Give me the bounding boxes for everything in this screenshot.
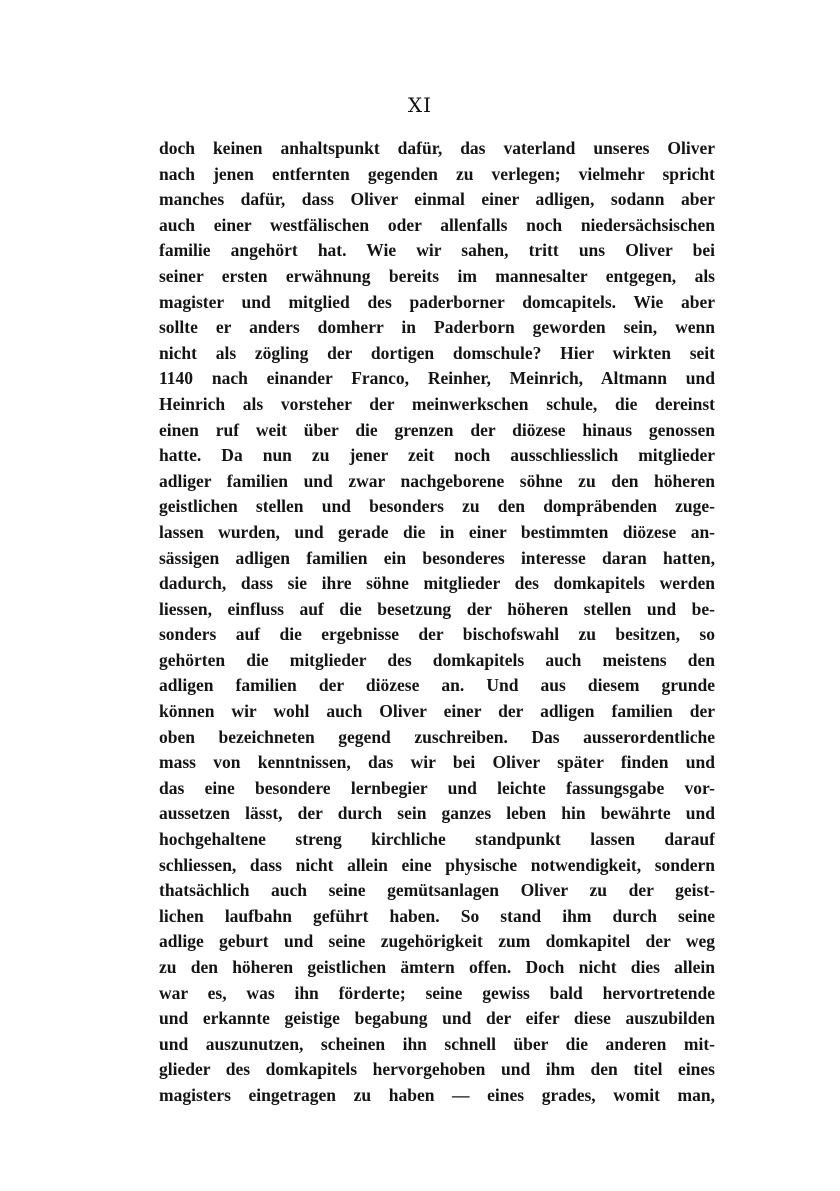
text-line: nach jenen entfernten gegenden zu verlegen; vielmehr spricht — [159, 163, 715, 184]
text-line: einen ruf weit über die grenzen der diözese hinaus genossen — [159, 419, 715, 440]
text-line: geistlichen stellen und besonders zu den dompräbenden zuge- — [159, 496, 715, 517]
text-line: sollte er anders domherr in Paderborn geworden sein, wenn — [159, 317, 715, 338]
text-line: das eine besondere lernbegier und leichte fassungsgabe vor- — [159, 777, 715, 798]
text-line: manches dafür, dass Oliver einmal einer adligen, sodann aber — [159, 189, 715, 210]
text-line: können wir wohl auch Oliver einer der adligen familien der — [159, 701, 715, 722]
text-line: dadurch, dass sie ihre söhne mitglieder des domkapitels werden — [159, 573, 715, 594]
text-line: aussetzen lässt, der durch sein ganzes leben hin bewährte und — [159, 803, 715, 824]
text-line: lichen laufbahn geführt haben. So stand ihm durch seine — [159, 905, 715, 926]
text-line: sässigen adligen familien ein besonderes interesse daran hatten, — [159, 547, 715, 568]
text-line: seiner ersten erwähnung bereits im mannesalter entgegen, als — [159, 265, 715, 286]
text-line: adliger familien und zwar nachgeborene söhne zu den höheren — [159, 470, 715, 491]
text-line: oben bezeichneten gegend zuschreiben. Das ausserordentliche — [159, 726, 715, 747]
page-number: XI — [407, 93, 433, 117]
text-line: glieder des domkapitels hervorgehoben und ihm den titel eines — [159, 1059, 715, 1080]
text-line: sonders auf die ergebnisse der bischofswahl zu besitzen, so — [159, 624, 715, 645]
text-line: mass von kenntnissen, das wir bei Oliver später finden und — [159, 752, 715, 773]
text-line: liessen, einfluss auf die besetzung der höheren stellen und be- — [159, 598, 715, 619]
text-line: und erkannte geistige begabung und der eifer diese auszubilden — [159, 1008, 715, 1029]
text-line: adlige geburt und seine zugehörigkeit zum domkapitel der weg — [159, 931, 715, 952]
text-line: magisters eingetragen zu haben — eines grades, womit man, — [159, 1084, 715, 1105]
text-line: auch einer westfälischen oder allenfalls noch niedersächsischen — [159, 214, 715, 235]
text-line: hochgehaltene streng kirchliche standpunkt lassen darauf — [159, 829, 715, 850]
text-line: gehörten die mitglieder des domkapitels auch meistens den — [159, 649, 715, 670]
text-line: thatsächlich auch seine gemütsanlagen Oliver zu der geist- — [159, 880, 715, 901]
text-line: adligen familien der diözese an. Und aus diesem grunde — [159, 675, 715, 696]
text-line: hatte. Da nun zu jener zeit noch ausschliesslich mitglieder — [159, 445, 715, 466]
text-line: nicht als zögling der dortigen domschule? Hier wirkten seit — [159, 342, 715, 363]
text-line: lassen wurden, und gerade die in einer bestimmten diözese an- — [159, 521, 715, 542]
text-line: war es, was ihn förderte; seine gewiss bald hervortretende — [159, 982, 715, 1003]
text-line: familie angehört hat. Wie wir sahen, tritt uns Oliver bei — [159, 240, 715, 261]
text-line: und auszunutzen, scheinen ihn schnell über die anderen mit- — [159, 1033, 715, 1054]
text-line: schliessen, dass nicht allein eine physische notwendigkeit, sondern — [159, 854, 715, 875]
text-line: zu den höheren geistlichen ämtern offen. Doch nicht dies allein — [159, 957, 715, 977]
text-line: doch keinen anhaltspunkt dafür, das vaterland unseres Oliver — [159, 138, 715, 158]
text-line: magister und mitglied des paderborner domcapitels. Wie aber — [159, 291, 715, 312]
text-line: Heinrich als vorsteher der meinwerkschen schule, die dereinst — [159, 393, 715, 414]
text-line: 1140 nach einander Franco, Reinher, Meinrich, Altmann und — [159, 368, 715, 389]
body-text — [159, 136, 715, 1109]
